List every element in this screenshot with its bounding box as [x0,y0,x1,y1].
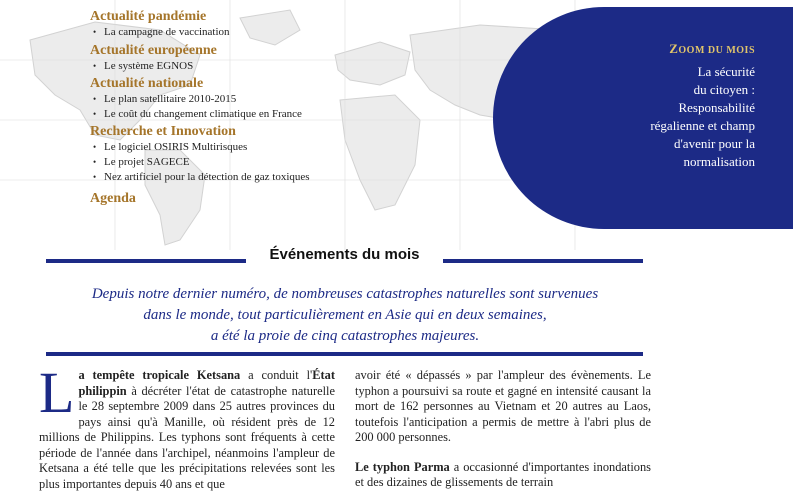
zoom-line: régalienne et champ [650,118,755,133]
toc-item[interactable] [90,140,420,155]
article-paragraph: avoir été « dépassés » par l'ampleur des évènements. Le typhon a poursuivi sa route et gagné en intensité causant la mort de 162 personnes au Vietnam et 20 autres au Laos, toutefois l'anticipation a permis de mettre à l'abri plus de 200 000 personnes. [355,368,651,444]
toc-section-title[interactable]: Actualité pandémie [90,9,207,24]
zoom-body [585,63,755,171]
zoom-text [585,41,755,171]
bullet-icon: • [93,171,97,182]
zoom-title [585,41,755,59]
article-paragraph [355,460,651,491]
zoom-line: La sécurité [697,64,755,79]
header-rule-right [443,259,643,263]
toc-item-label: Le système EGNOS [104,59,194,72]
article-text: à décréter l'état de catastrophe naturelle le 28 septembre 2009 dans 25 autres provinces du pays ainsi qu'à Manille, où résident près de 12 millions de Philippins. Les typhons sont fréquents à cette période de l'année dans l'archipel, néanmoins l'ampleur de Ketsana a été telle que les précipitations relevées sont les plus importantes depuis 40 ans et que [39,383,335,491]
toc-item-label: Le projet SAGECE [104,155,190,168]
table-of-contents [90,8,420,207]
intro-paragraph [60,284,630,347]
article-text: a occasionné d'importantes inondations et des dizaines de glissements de terrain [355,459,651,489]
intro-line: Depuis notre dernier numéro, de nombreuses catastrophes naturelles sont survenues [91,286,599,302]
bullet-icon: • [93,108,97,119]
zoom-title-initial: Z [669,41,679,56]
article-bold: Le typhon Parma [355,459,450,474]
toc-item[interactable] [90,155,420,170]
header-rule-left [46,259,246,263]
toc-item-label: Le logiciel OSIRIS Multirisques [104,141,248,154]
zoom-line: du citoyen : [693,82,755,97]
toc-item[interactable] [90,59,420,74]
bullet-icon: • [93,142,97,153]
toc-item-label: La campagne de vaccination [104,26,230,38]
toc-item-label: Le coût du changement climatique en France [104,107,302,120]
article-column-left [39,360,335,492]
zoom-line: d'avenir pour la [673,136,755,151]
toc-section-title[interactable]: Actualité nationale [90,76,204,92]
toc-item[interactable] [90,170,420,185]
intro-rule [46,352,643,356]
section-heading: Événements du mois [269,246,420,263]
intro-line: dans le monde, tout particulièrement en Asie qui en deux semaines, [143,307,547,323]
article-paragraph [39,360,335,492]
toc-item[interactable] [90,92,420,107]
article-column-right [355,368,651,491]
zoom-line: Responsabilité [678,100,755,115]
toc-section-title[interactable]: Recherche et Innovation [90,124,236,140]
toc-section-title[interactable]: Actualité européenne [90,42,217,58]
article-bold: a tempête tropicale Ketsana [78,368,241,382]
bullet-icon: • [93,94,97,105]
toc-item[interactable] [90,25,420,40]
bullet-icon: • [93,27,97,37]
zoom-title-rest: OOM DU MOIS [678,45,755,56]
bullet-icon: • [93,156,97,167]
intro-line: a été la proie de cinq catastrophes majeures. [210,328,480,344]
drop-cap: L [39,360,75,425]
toc-agenda-link[interactable]: Agenda [90,191,136,207]
bullet-icon: • [93,60,97,71]
toc-item-label: Le plan satellitaire 2010-2015 [104,93,237,106]
zoom-line: normalisation [683,154,755,169]
toc-item-label: Nez artificiel pour la détection de gaz toxiques [104,170,310,183]
article-text: a conduit l' [240,368,313,382]
article-bold: État philippin [78,368,335,398]
toc-item[interactable] [90,107,420,122]
zoom-du-mois-panel [493,7,793,229]
